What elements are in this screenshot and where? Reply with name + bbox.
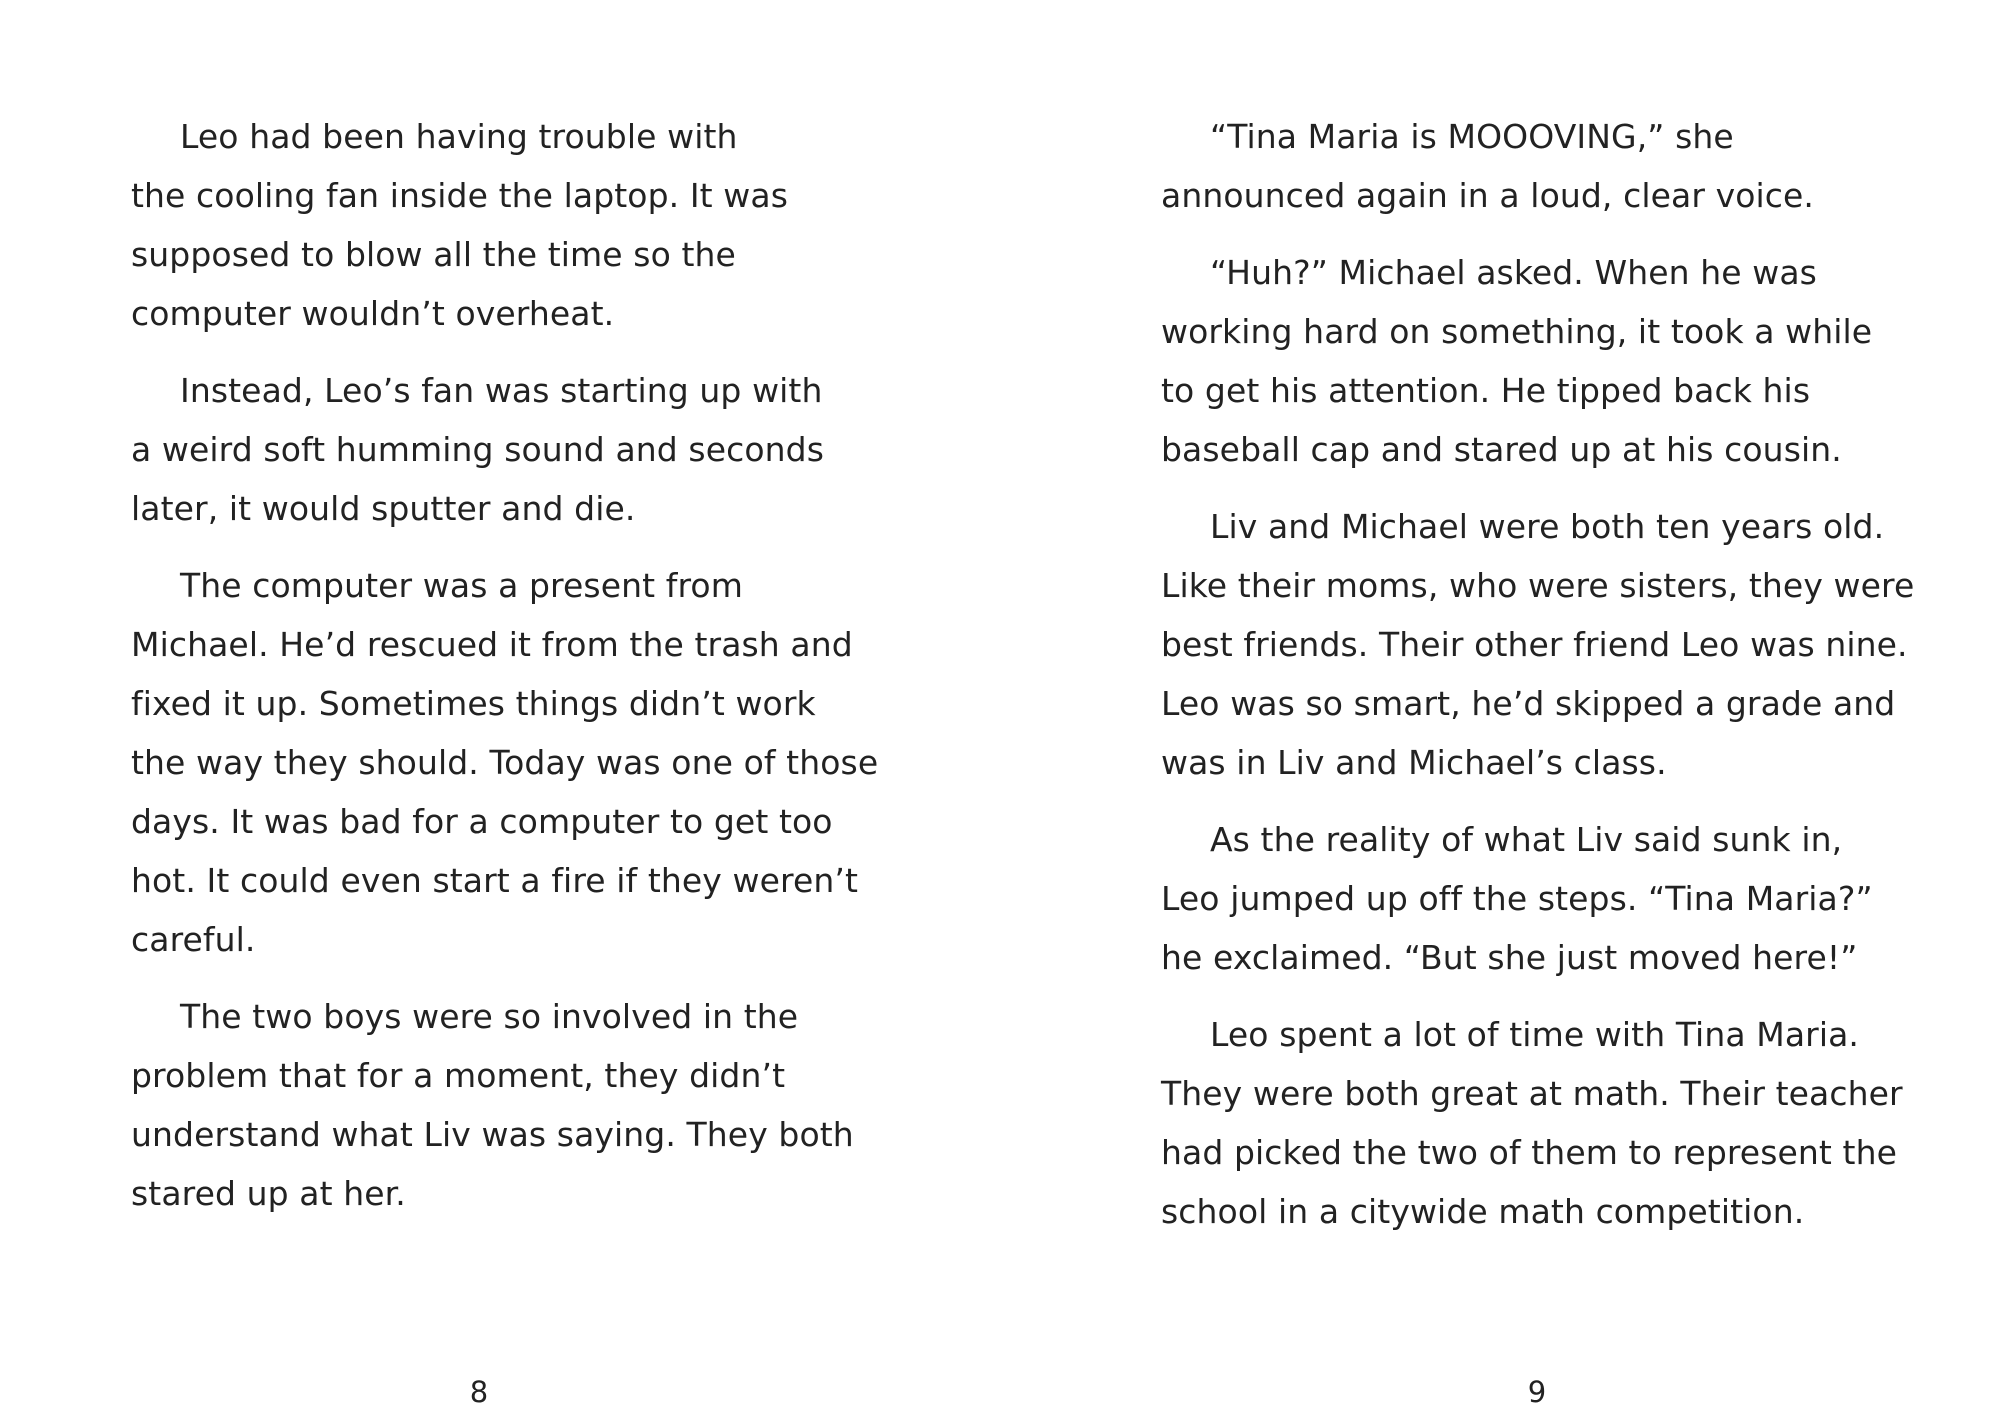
text-line: Leo spent a lot of time with Tina Maria.	[1210, 1015, 1859, 1054]
text-line: the way they should. Today was one of those	[131, 743, 879, 782]
text-line: to get his attention. He tipped back his	[1161, 371, 1811, 410]
text-line: problem that for a moment, they didn’t	[131, 1056, 786, 1095]
text-line: They were both great at math. Their teacher	[1161, 1074, 1903, 1113]
text-line: a weird soft humming sound and seconds	[131, 430, 824, 469]
right-page	[1000, 0, 2000, 1428]
page-number: 8	[469, 1375, 489, 1409]
text-line: Leo jumped up off the steps. “Tina Maria?”	[1161, 879, 1873, 918]
text-line: school in a citywide math competition.	[1161, 1192, 1805, 1231]
text-line: had picked the two of them to represent the	[1161, 1133, 1898, 1172]
text-line: best friends. Their other friend Leo was nine.	[1161, 625, 1908, 664]
text-line: supposed to blow all the time so the	[131, 235, 736, 274]
text-line: As the reality of what Liv said sunk in,	[1210, 820, 1843, 859]
text-line: Instead, Leo’s fan was starting up with	[180, 371, 823, 410]
text-line: was in Liv and Michael’s class.	[1161, 743, 1667, 782]
paragraph	[1161, 107, 1901, 225]
text-line: the cooling fan inside the laptop. It was	[131, 176, 788, 215]
text-line: The computer was a present from	[180, 566, 743, 605]
text-line: he exclaimed. “But she just moved here!”	[1161, 938, 1858, 977]
paragraph	[131, 361, 871, 538]
text-line: Leo had been having trouble with	[180, 117, 738, 156]
text-line: Michael. He’d rescued it from the trash and	[131, 625, 853, 664]
text-line: understand what Liv was saying. They both	[131, 1115, 854, 1154]
text-line: fixed it up. Sometimes things didn’t work	[131, 684, 816, 723]
text-line: working hard on something, it took a while	[1161, 312, 1873, 351]
paragraph	[131, 107, 871, 343]
text-line: careful.	[131, 920, 256, 959]
text-line: later, it would sputter and die.	[131, 489, 636, 528]
text-line: “Tina Maria is MOOOVING,” she	[1210, 117, 1734, 156]
text-line: days. It was bad for a computer to get too	[131, 802, 833, 841]
left-page-body	[131, 107, 879, 1241]
paragraph	[1161, 810, 1901, 987]
paragraph	[1161, 243, 1901, 479]
paragraph	[131, 987, 871, 1223]
text-line: Leo was so smart, he’d skipped a grade and	[1161, 684, 1896, 723]
text-line: stared up at her.	[131, 1174, 406, 1213]
paragraph	[131, 556, 879, 969]
text-line: hot. It could even start a fire if they weren’t	[131, 861, 858, 900]
page-number: 9	[1527, 1375, 1547, 1409]
right-page-body	[1161, 107, 1915, 1259]
paragraph	[1161, 1005, 1901, 1241]
paragraph	[1161, 497, 1915, 792]
text-line: Like their moms, who were sisters, they were	[1161, 566, 1915, 605]
text-line: computer wouldn’t overheat.	[131, 294, 615, 333]
text-line: Liv and Michael were both ten years old.	[1210, 507, 1885, 546]
text-line: baseball cap and stared up at his cousin.	[1161, 430, 1842, 469]
text-line: announced again in a loud, clear voice.	[1161, 176, 1815, 215]
text-line: The two boys were so involved in the	[180, 997, 799, 1036]
text-line: “Huh?” Michael asked. When he was	[1210, 253, 1817, 292]
